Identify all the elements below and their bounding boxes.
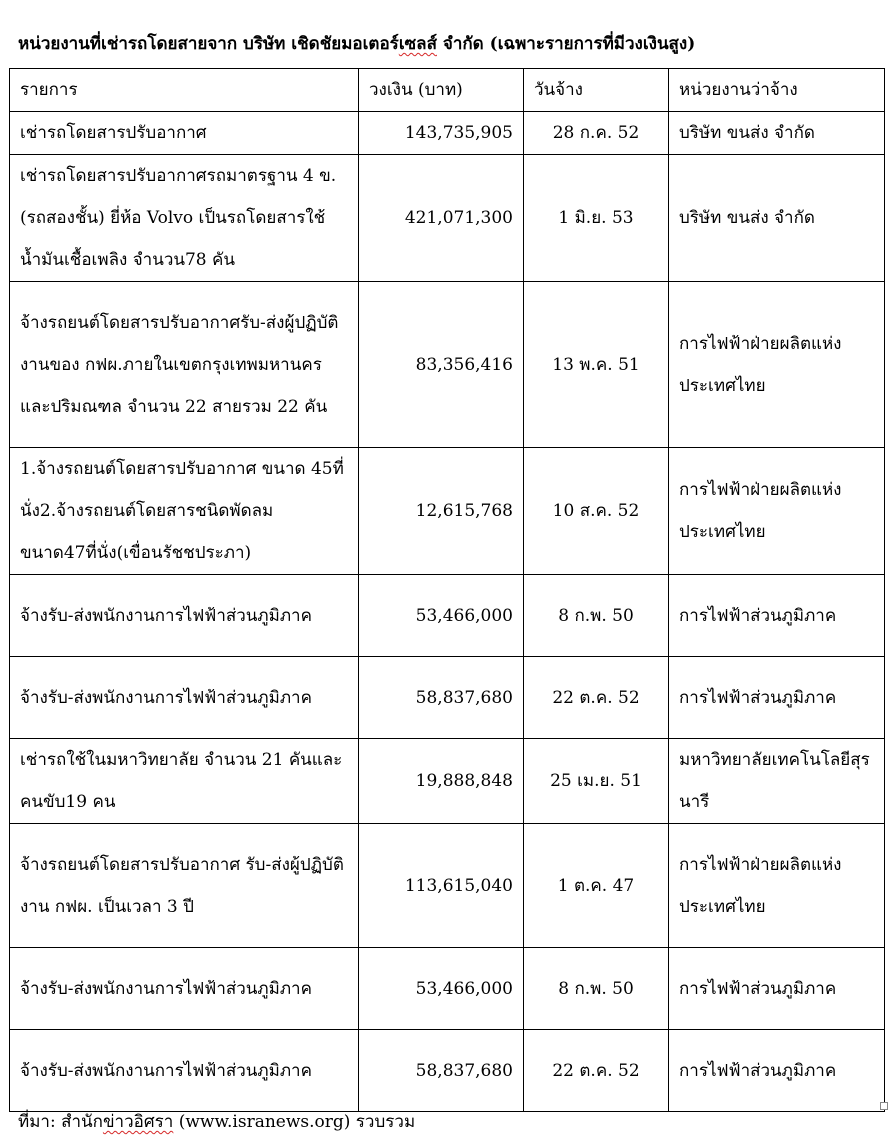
- table-row: [10, 112, 885, 155]
- row-item-cell: จ้างรับ-ส่งพนักงานการไฟฟ้าส่วนภูมิภาค: [10, 1030, 359, 1112]
- row-date-cell: 1 ต.ค. 47: [524, 824, 669, 948]
- row-item-cell: จ้างรถยนต์โดยสารปรับอากาศรับ-ส่งผู้ปฏิบัติงานของ กฟผ.ภายในเขตกรุงเทพมหานครและปริมณฑล จำนวน 22 สายรวม 22 คัน: [10, 282, 359, 448]
- source-spellcheck-word: ข่าวอิศรา: [102, 1112, 174, 1132]
- row-agency-cell: การไฟฟ้าส่วนภูมิภาค: [669, 1030, 885, 1112]
- row-date-cell: 28 ก.ค. 52: [524, 112, 669, 155]
- header-amount: วงเงิน (บาท): [359, 69, 524, 112]
- table-resize-handle[interactable]: [880, 1102, 888, 1110]
- table-row: [10, 948, 885, 1030]
- row-agency-cell: บริษัท ขนส่ง จำกัด: [669, 112, 885, 155]
- row-agency-cell: การไฟฟ้าฝ่ายผลิตแห่งประเทศไทย: [669, 824, 885, 948]
- table-row: [10, 1030, 885, 1112]
- header-date: วันจ้าง: [524, 69, 669, 112]
- row-amount-cell: 12,615,768: [359, 448, 524, 575]
- row-date-cell: 8 ก.พ. 50: [524, 948, 669, 1030]
- table-row: [10, 824, 885, 948]
- row-item-cell: จ้างรับ-ส่งพนักงานการไฟฟ้าส่วนภูมิภาค: [10, 657, 359, 739]
- row-date-cell: 10 ส.ค. 52: [524, 448, 669, 575]
- row-amount-cell: 143,735,905: [359, 112, 524, 155]
- row-agency-cell: การไฟฟ้าฝ่ายผลิตแห่งประเทศไทย: [669, 448, 885, 575]
- row-agency-cell: การไฟฟ้าส่วนภูมิภาค: [669, 657, 885, 739]
- table-row: [10, 575, 885, 657]
- row-amount-cell: 58,837,680: [359, 657, 524, 739]
- row-date-cell: 25 เม.ย. 51: [524, 739, 669, 824]
- title-spellcheck-word: เซลส์: [398, 34, 437, 54]
- document-title: [18, 30, 695, 57]
- table-row: [10, 448, 885, 575]
- source-suffix: (www.isranews.org) รวบรวม: [173, 1112, 416, 1132]
- source-note: [18, 1108, 415, 1135]
- table-header-row: [10, 69, 885, 112]
- source-text: ที่มา: สำนัก: [18, 1112, 103, 1132]
- header-agency: หน่วยงานว่าจ้าง: [669, 69, 885, 112]
- row-agency-cell: การไฟฟ้าส่วนภูมิภาค: [669, 575, 885, 657]
- table-row: [10, 657, 885, 739]
- contracts-table: [9, 68, 885, 1112]
- row-amount-cell: 83,356,416: [359, 282, 524, 448]
- row-amount-cell: 19,888,848: [359, 739, 524, 824]
- header-item: รายการ: [10, 69, 359, 112]
- row-amount-cell: 53,466,000: [359, 948, 524, 1030]
- table-row: [10, 155, 885, 282]
- row-date-cell: 22 ต.ค. 52: [524, 657, 669, 739]
- row-item-cell: เช่ารถโดยสารปรับอากาศรถมาตรฐาน 4 ข.(รถสองชั้น) ยี่ห้อ Volvo เป็นรถโดยสารใช้น้ำมันเชื้อเพลิง จำนวน78 คัน: [10, 155, 359, 282]
- row-date-cell: 13 พ.ค. 51: [524, 282, 669, 448]
- row-item-cell: จ้างรับ-ส่งพนักงานการไฟฟ้าส่วนภูมิภาค: [10, 575, 359, 657]
- row-amount-cell: 421,071,300: [359, 155, 524, 282]
- title-suffix: จำกัด (เฉพาะรายการที่มีวงเงินสูง): [436, 34, 696, 54]
- title-text: หน่วยงานที่เช่ารถโดยสายจาก บริษัท เชิดชัยมอเตอร์: [18, 34, 399, 54]
- row-agency-cell: การไฟฟ้าส่วนภูมิภาค: [669, 948, 885, 1030]
- row-agency-cell: การไฟฟ้าฝ่ายผลิตแห่งประเทศไทย: [669, 282, 885, 448]
- row-amount-cell: 58,837,680: [359, 1030, 524, 1112]
- row-amount-cell: 113,615,040: [359, 824, 524, 948]
- row-item-cell: จ้างรถยนต์โดยสารปรับอากาศ รับ-ส่งผู้ปฏิบัติงาน กฟผ. เป็นเวลา 3 ปี: [10, 824, 359, 948]
- row-date-cell: 1 มิ.ย. 53: [524, 155, 669, 282]
- table-row: [10, 739, 885, 824]
- row-agency-cell: มหาวิทยาลัยเทคโนโลยีสุรนารี: [669, 739, 885, 824]
- row-item-cell: เช่ารถโดยสารปรับอากาศ: [10, 112, 359, 155]
- row-amount-cell: 53,466,000: [359, 575, 524, 657]
- row-item-cell: 1.จ้างรถยนต์โดยสารปรับอากาศ ขนาด 45ที่นั่ง2.จ้างรถยนต์โดยสารชนิดพัดลมขนาด47ที่นั่ง(เขื่อนรัชชประภา): [10, 448, 359, 575]
- row-agency-cell: บริษัท ขนส่ง จำกัด: [669, 155, 885, 282]
- row-item-cell: เช่ารถใช้ในมหาวิทยาลัย จำนวน 21 คันและคนขับ19 คน: [10, 739, 359, 824]
- row-date-cell: 22 ต.ค. 52: [524, 1030, 669, 1112]
- row-item-cell: จ้างรับ-ส่งพนักงานการไฟฟ้าส่วนภูมิภาค: [10, 948, 359, 1030]
- row-date-cell: 8 ก.พ. 50: [524, 575, 669, 657]
- table-row: [10, 282, 885, 448]
